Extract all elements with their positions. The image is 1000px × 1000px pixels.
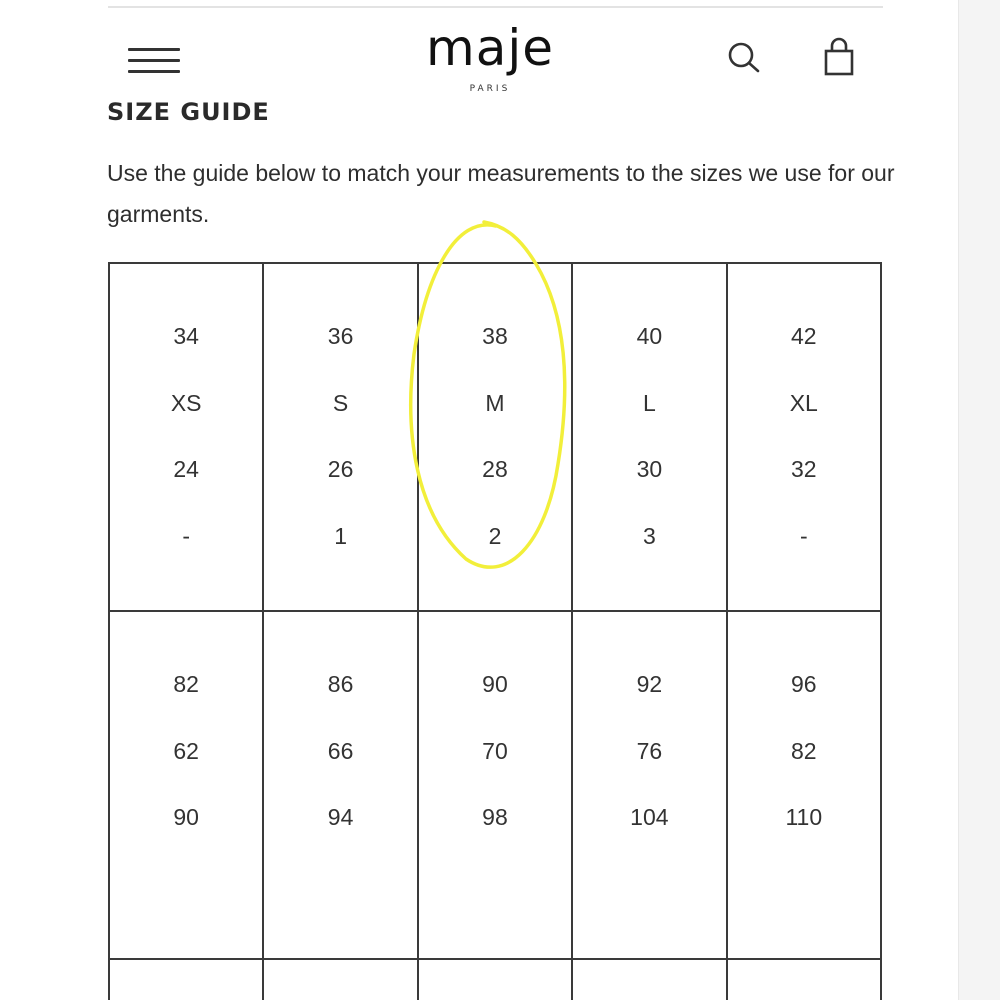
size-value: 94 <box>327 804 354 830</box>
cell-values <box>573 612 725 869</box>
size-value: 2 <box>488 522 502 549</box>
size-value: 3 <box>642 522 656 549</box>
size-value: M <box>485 389 505 416</box>
size-value: S <box>332 389 349 416</box>
size-value: 24 <box>173 456 199 482</box>
table-cell <box>727 263 881 611</box>
brand-logo[interactable] <box>390 14 590 94</box>
size-value: L <box>642 389 656 416</box>
cell-values <box>264 612 416 869</box>
table-cell <box>263 611 417 959</box>
brand-subtitle: PARIS <box>469 84 511 94</box>
table-cell <box>572 959 726 1000</box>
table-cell <box>263 263 417 611</box>
cell-values <box>264 264 416 587</box>
size-value: XL <box>789 389 818 416</box>
size-value: 96 <box>790 671 817 697</box>
table-cell <box>572 611 726 959</box>
size-value: - <box>799 522 808 549</box>
size-value: 110 <box>785 804 823 830</box>
size-value: 90 <box>482 671 508 697</box>
table-cell <box>263 959 417 1000</box>
size-value: 70 <box>482 737 508 764</box>
size-value: 86 <box>327 671 354 697</box>
table-cell <box>418 263 572 611</box>
size-value: 34 <box>173 323 199 349</box>
size-value: 66 <box>327 737 354 764</box>
size-value: 82 <box>790 737 817 764</box>
section-heading <box>107 96 507 124</box>
size-value: 28 <box>482 456 508 482</box>
shopping-bag-icon <box>816 34 862 80</box>
search-button[interactable] <box>722 36 766 80</box>
size-value: XS <box>170 389 202 416</box>
table-cell <box>109 959 263 1000</box>
size-value: 30 <box>636 456 663 482</box>
size-value: 1 <box>334 522 347 549</box>
size-value: 92 <box>636 671 663 697</box>
size-value: 98 <box>482 804 508 830</box>
cell-values <box>728 612 880 869</box>
search-icon <box>722 36 766 80</box>
cell-values <box>419 612 571 869</box>
cell-values <box>728 264 880 587</box>
table-cell <box>109 263 263 611</box>
size-value: 62 <box>173 737 199 764</box>
table-cell <box>572 263 726 611</box>
size-value: 104 <box>630 804 669 830</box>
size-value: 42 <box>790 323 817 349</box>
size-value: 40 <box>636 323 663 349</box>
table-cell <box>418 959 572 1000</box>
size-value: 26 <box>327 456 354 482</box>
table-cell <box>727 959 881 1000</box>
page-scroll-edge <box>958 0 1000 1000</box>
table-cell <box>418 611 572 959</box>
intro-text: Use the guide below to match your measurements to the sizes we use for our garments. <box>107 160 895 227</box>
table-row <box>109 263 881 611</box>
table-row <box>109 959 881 1000</box>
table-cell <box>109 611 263 959</box>
top-divider <box>108 6 883 8</box>
size-value: 76 <box>636 737 663 764</box>
size-value: 36 <box>327 323 354 349</box>
cell-values <box>419 264 571 587</box>
size-value: 38 <box>482 323 508 349</box>
size-value: 32 <box>790 456 817 482</box>
cell-values <box>573 264 725 587</box>
menu-button[interactable] <box>124 44 184 78</box>
table-cell <box>727 611 881 959</box>
size-value: - <box>182 522 191 549</box>
shopping-bag-button[interactable] <box>816 34 862 80</box>
size-guide-table <box>108 262 882 1000</box>
page-title: SIZE GUIDE <box>107 98 270 124</box>
brand-name: maje <box>426 19 554 77</box>
table-row <box>109 611 881 959</box>
cell-values <box>110 612 262 869</box>
size-value: 82 <box>173 671 199 697</box>
cell-values <box>110 264 262 587</box>
size-value: 90 <box>173 804 199 830</box>
